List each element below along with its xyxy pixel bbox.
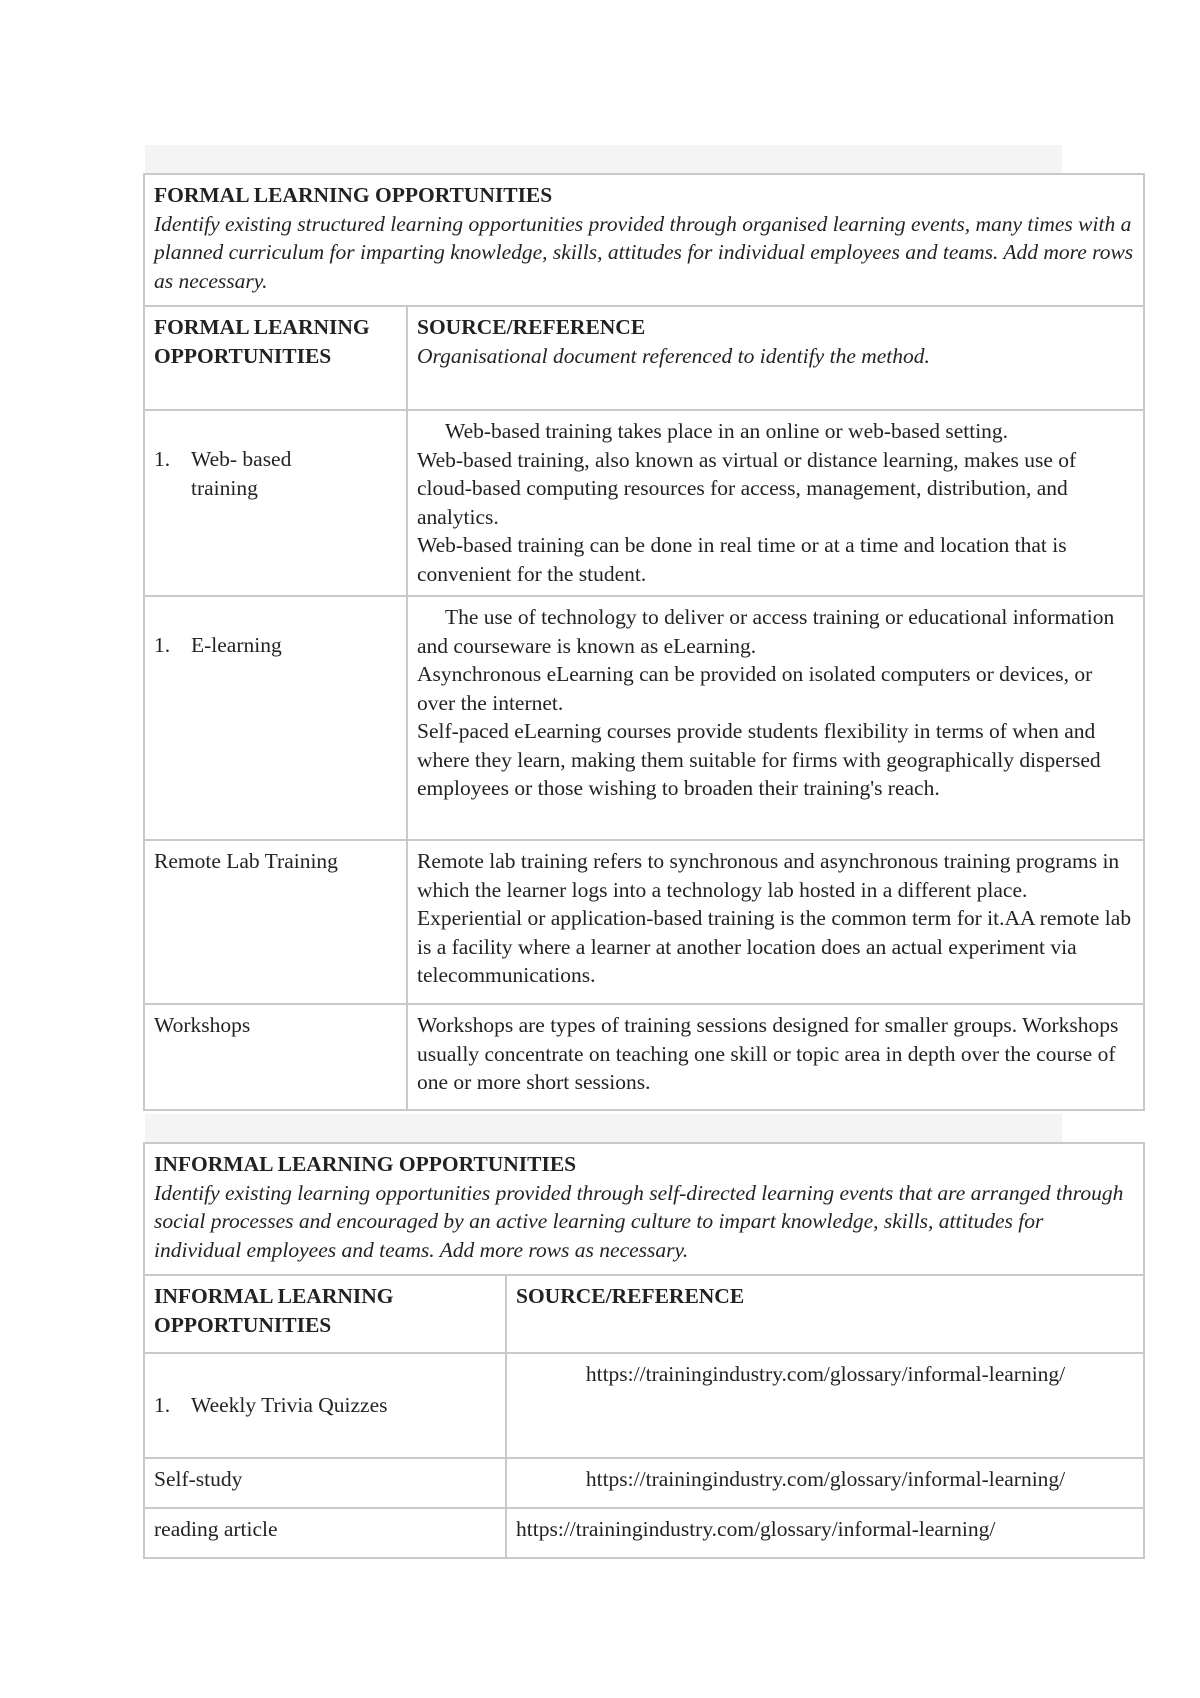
list-number: 1. <box>154 447 171 471</box>
informal-header-row <box>144 1275 1144 1353</box>
informal-row-label <box>144 1353 506 1458</box>
informal-row-label: reading article <box>144 1508 506 1558</box>
row-label-line2: training <box>191 475 258 500</box>
row-text-line: Self-paced eLearning courses provide students flexibility in terms of when and where they learn, making them suitable for firms with geographically dispersed employees or those wishing to broaden their training's reach. <box>417 719 1101 800</box>
formal-row-label: Workshops <box>144 1004 407 1110</box>
formal-source-sub: Organisational document referenced to identify the method. <box>417 343 930 368</box>
informal-intro: Identify existing learning opportunities provided through self-directed learning events that are arranged through social processes and encouraged by an active learning culture to impart knowledge, skills, attitudes for individual employees and teams. Add more rows as necessary. <box>154 1180 1124 1262</box>
formal-header-row <box>144 306 1144 410</box>
row-text-line: Web-based training, also known as virtual or distance learning, makes use of cloud-based computing resources for access, management, distribution, and analytics. <box>417 447 1077 529</box>
formal-caption-cell <box>144 174 1144 306</box>
informal-row-source: https://trainingindustry.com/glossary/informal-learning/ <box>506 1353 1144 1458</box>
formal-caption-row <box>144 174 1144 306</box>
table-row <box>144 1458 1144 1508</box>
table-row <box>144 1508 1144 1558</box>
row-label: Weekly Trivia Quizzes <box>191 1392 388 1417</box>
formal-col1-header: FORMAL LEARNING OPPORTUNITIES <box>144 306 407 410</box>
table-row <box>144 1353 1144 1458</box>
background-band-middle <box>145 1114 1062 1142</box>
background-band-top <box>145 145 1062 173</box>
list-number: 1. <box>154 1392 171 1417</box>
formal-learning-table <box>143 173 1145 1111</box>
table-row <box>144 840 1144 1004</box>
table-row <box>144 1004 1144 1110</box>
row-text-line: Web-based training can be done in real time or at a time and location that is convenient for the student. <box>417 533 1067 586</box>
informal-caption-cell <box>144 1143 1144 1275</box>
row-text-line: The use of technology to deliver or access training or educational information and courseware is known as eLearning. <box>417 605 1115 658</box>
formal-row-text <box>407 596 1144 840</box>
formal-row-text <box>407 410 1144 596</box>
table-row <box>144 410 1144 596</box>
row-label: E-learning <box>191 633 282 657</box>
informal-row-source: https://trainingindustry.com/glossary/informal-learning/ <box>506 1508 1144 1558</box>
formal-row-text: Remote lab training refers to synchronous and asynchronous training programs in which the learner logs into a technology lab hosted in a different place. Experiential or application-based training is the common term for it.AA remote lab is a facility where a learner at another location does an actual experiment via telecommunications. <box>407 840 1144 1004</box>
row-text-line: Web-based training takes place in an online or web-based setting. <box>445 419 1009 443</box>
row-text-line: Asynchronous eLearning can be provided on isolated computers or devices, or over the internet. <box>417 662 1093 715</box>
list-number: 1. <box>154 633 171 657</box>
informal-row-source: https://trainingindustry.com/glossary/informal-learning/ <box>506 1458 1144 1508</box>
informal-caption-row <box>144 1143 1144 1275</box>
row-label-line1: Web- based <box>191 447 292 471</box>
formal-col2-header <box>407 306 1144 410</box>
formal-row-label: Remote Lab Training <box>144 840 407 1004</box>
formal-intro: Identify existing structured learning opportunities provided through organised learning events, many times with a planned curriculum for imparting knowledge, skills, attitudes for individual employees and teams. Add more rows as necessary. <box>154 211 1134 293</box>
informal-row-label: Self-study <box>144 1458 506 1508</box>
informal-col1-header: INFORMAL LEARNING OPPORTUNITIES <box>144 1275 506 1353</box>
formal-row-text: Workshops are types of training sessions designed for smaller groups. Workshops usually concentrate on teaching one skill or topic area in depth over the course of one or more short sessions. <box>407 1004 1144 1110</box>
formal-row-label <box>144 410 407 596</box>
informal-title: INFORMAL LEARNING OPPORTUNITIES <box>154 1152 577 1176</box>
formal-row-label <box>144 596 407 840</box>
informal-learning-table <box>143 1142 1145 1559</box>
formal-title: FORMAL LEARNING OPPORTUNITIES <box>154 183 553 207</box>
table-row <box>144 596 1144 840</box>
formal-source-header: SOURCE/REFERENCE <box>417 315 646 339</box>
informal-col2-header: SOURCE/REFERENCE <box>506 1275 1144 1353</box>
